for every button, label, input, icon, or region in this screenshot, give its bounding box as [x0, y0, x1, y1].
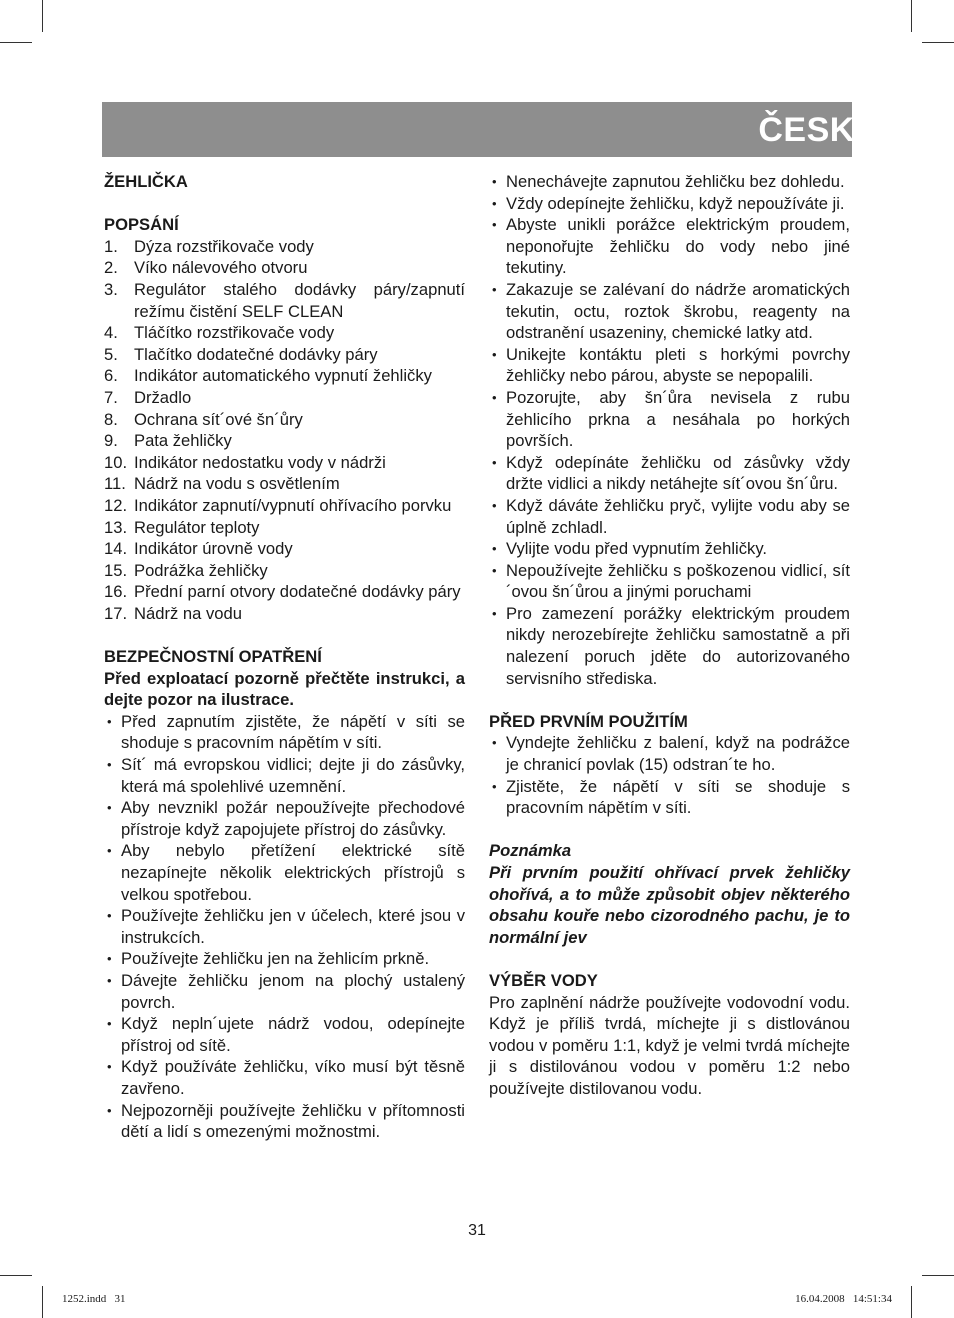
part-text: Víko nálevového otvoru [134, 258, 308, 278]
part-text: Pata žehličky [134, 431, 232, 451]
part-item [104, 344, 465, 366]
crop-mark [0, 42, 32, 43]
safety-item: • Vylijte vodu před vypnutím žehličky. [489, 538, 850, 560]
part-item [104, 430, 465, 452]
main-title: ŽEHLIČKA [104, 172, 188, 191]
part-text: Tláčítko rozstřikovače vody [134, 323, 335, 343]
part-item [104, 322, 465, 344]
crop-mark [911, 0, 912, 32]
part-number: 5. [104, 344, 118, 364]
crop-mark [0, 1275, 32, 1276]
part-item [104, 603, 465, 625]
part-item [104, 236, 465, 258]
part-number: 8. [104, 409, 118, 429]
safety-item: • Nepoužívejte žehličku s poškozenou vidlicí, sít´ovou šn´ůrou a jinými poruchami [489, 560, 850, 603]
description-title: POPSÁNÍ [104, 215, 179, 235]
safety-item: • Zakazuje se zalévaní do nádrže aromatických tekutin, octu, roztok škrobu, reagenty na odstranění usazeniny, chemické latky atd. [489, 279, 850, 344]
part-text: Indikátor úrovně vody [134, 539, 293, 559]
right-column [489, 171, 850, 1100]
part-text: Indikátor zapnutí/vypnutí ohřívacího porvku [134, 495, 452, 515]
safety-title: BEZPEČNOSTNÍ OPATŘENÍ [104, 647, 322, 667]
safety-item: • Před zapnutím zjistěte, že nápětí v síti se shoduje s pracovním nápětím v síti. [104, 711, 465, 754]
safety-list-continued [489, 171, 850, 689]
date-info: 16.04.2008 14:51:34 [795, 1293, 892, 1305]
part-text: Regulátor teploty [134, 517, 260, 537]
first-use-item: • Vyndejte žehličku z balení, když na podrážce je chranicí povlak (15) odstran´te ho. [489, 732, 850, 775]
part-text: Podrážka žehličky [134, 560, 268, 580]
language-header-band [102, 102, 852, 157]
safety-item: • Když dáváte žehličku pryč, vylijte vodu aby se úplně zchladl. [489, 495, 850, 538]
part-number: 3. [104, 279, 118, 299]
safety-item: • Když používáte žehličku, víko musí být těsně zavřeno. [104, 1056, 465, 1099]
part-item [104, 538, 465, 560]
part-text: Tlačítko dodatečné dodávky páry [134, 344, 378, 364]
part-number: 1. [104, 236, 118, 256]
part-number: 10. [104, 452, 128, 472]
safety-item: • Aby nevznikl požár nepoužívejte přechodové přístroje když zapojujete přístroj do zásůvky. [104, 797, 465, 840]
safety-item: • Dávejte žehličku jenom na plochý ustalený povrch. [104, 970, 465, 1013]
safety-intro: Před exploatací pozorně přečtěte instrukci, a dejte pozor na ilustrace. [104, 668, 465, 710]
part-number: 4. [104, 323, 118, 343]
part-number: 17. [104, 603, 128, 623]
part-item [104, 581, 465, 603]
first-use-title: PŘED PRVNÍM POUŽITÍM [489, 711, 688, 731]
part-text: Dýza rozstřikovače vody [134, 236, 314, 256]
part-text: Přední parní otvory dodatečné dodávky páry [134, 582, 461, 602]
part-item [104, 365, 465, 387]
part-text: Indikátor nedostatku vody v nádrži [134, 452, 386, 472]
part-text: Nádrž na vodu s osvětlením [134, 474, 340, 494]
water-text: Pro zaplnění nádrže používejte vodovodní vodu. Když je příliš tvrdá, míchejte ji s distlovánou vodou v poměru 1:1, když je velmi tvrdá míchejte ji s distilovánou vodou v poměru 1:2 nebo používejte distilovanou vodu. [489, 992, 850, 1098]
part-number: 7. [104, 387, 118, 407]
parts-list [104, 236, 465, 625]
safety-item: • Pozorujte, aby šn´ůra nevisela z rubu žehlicího prkna a nesáhala po horkých površích. [489, 387, 850, 452]
part-text: Držadlo [134, 387, 192, 407]
crop-mark [911, 1286, 912, 1318]
part-item [104, 473, 465, 495]
safety-item: • Nenechávejte zapnutou žehličku bez dohledu. [489, 171, 850, 193]
part-text: Indikátor automatického vypnutí žehličky [134, 366, 432, 386]
safety-item: • Aby nebylo přetížení elektrické sítě nezapínejte několik elektrických přístrojů s velkou spotřebou. [104, 840, 465, 905]
safety-item: • Nejpozorněji používejte žehličku v přítomnosti dětí a lidí s omezenými možnostmi. [104, 1100, 465, 1143]
part-item [104, 387, 465, 409]
language-title: ČESKÝ [758, 111, 878, 149]
part-number: 15. [104, 560, 128, 580]
safety-item: • Používejte žehličku jen v účelech, které jsou v instrukcích. [104, 905, 465, 948]
safety-item: • Sít´ má evropskou vidlici; dejte ji do zásůvky, která má spolehlivé uzemnění. [104, 754, 465, 797]
part-number: 16. [104, 582, 128, 602]
part-item [104, 560, 465, 582]
safety-item: • Když nepln´ujete nádrž vodou, odepínejte přístroj od sítě. [104, 1013, 465, 1056]
part-number: 6. [104, 366, 118, 386]
part-number: 9. [104, 431, 118, 451]
crop-mark [42, 0, 43, 32]
safety-item: • Vždy odepínejte žehličku, když nepoužíváte ji. [489, 193, 850, 215]
part-item [104, 452, 465, 474]
note-text: Při prvním použití ohřívací prvek žehličky ohořívá, a to může způsobit objev některého obsahu kouře nebo cizorodného pachu, je to normální jev [489, 863, 850, 947]
part-number: 14. [104, 539, 128, 559]
part-number: 12. [104, 495, 128, 515]
part-item [104, 495, 465, 517]
safety-item: • Pro zamezení porážky elektrickým proudem nikdy nerozebírejte žehličku samostatně a při nalezení poruch jděte do autorizovaného servisního střediska. [489, 603, 850, 689]
left-column [104, 171, 465, 1143]
part-item [104, 279, 465, 322]
safety-item: • Používejte žehličku jen na žehlicím prkně. [104, 948, 465, 970]
note-title: Poznámka [489, 841, 572, 861]
part-text: Regulátor stalého dodávky páry/zapnutí režímu čistění SELF CLEAN [134, 279, 465, 321]
part-item [104, 517, 465, 539]
page-number: 31 [468, 1222, 486, 1239]
part-number: 2. [104, 258, 118, 278]
part-number: 13. [104, 517, 128, 537]
crop-mark [922, 42, 954, 43]
part-number: 11. [104, 474, 126, 494]
safety-item: • Unikejte kontáktu pleti s horkými povrchy žehličky nebo párou, abyste se nepopalili. [489, 344, 850, 387]
part-text: Nádrž na vodu [134, 603, 242, 623]
safety-item: • Když odepínáte žehličku od zásůvky vždy držte vidlici a nikdy netáhejte sít´ovou šn´ůru. [489, 452, 850, 495]
safety-item: • Abyste unikli porážce elektrickým proudem, neponořujte žehličku do vody nebo jiné tekutiny. [489, 214, 850, 279]
part-text: Ochrana sít´ové šn´ůry [134, 409, 303, 429]
water-title: VÝBĚR VODY [489, 970, 598, 990]
first-use-item: • Zjistěte, že nápětí v síti se shoduje s pracovním nápětím v síti. [489, 776, 850, 819]
safety-list [104, 711, 465, 1143]
file-info: 1252.indd 31 [62, 1293, 126, 1305]
first-use-list [489, 732, 850, 818]
part-item [104, 409, 465, 431]
crop-mark [42, 1286, 43, 1318]
part-item [104, 257, 465, 279]
crop-mark [922, 1275, 954, 1276]
